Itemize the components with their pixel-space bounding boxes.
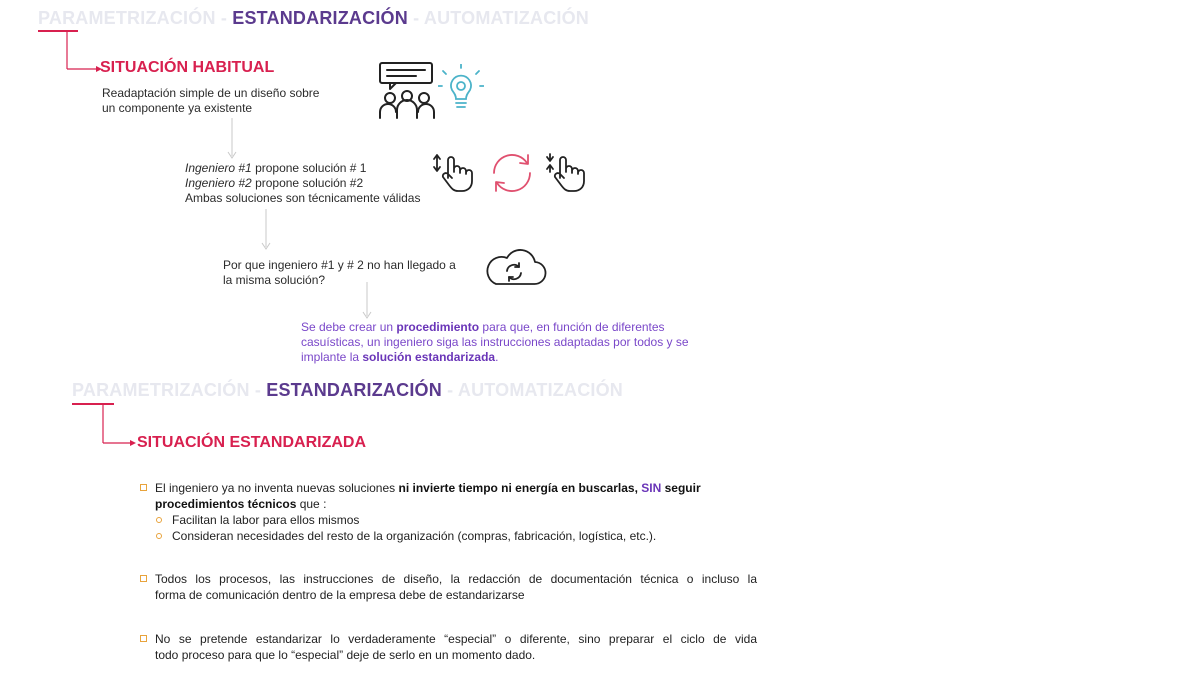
conclusion-line: casuísticas, un ingeniero siga las instrucciones adaptadas por todos y se xyxy=(301,335,689,349)
conclusion-keyword-procedimiento: procedimiento xyxy=(396,320,480,334)
bullet-1-sin: SIN xyxy=(641,481,662,495)
header-tab-automatizacion: AUTOMATIZACIÓN xyxy=(423,8,589,28)
hand-pinch-icon xyxy=(544,152,590,194)
bullet-1-line xyxy=(140,496,757,512)
header-sep: - xyxy=(215,8,233,28)
step-2-line: Ambas soluciones son técnicamente válidas xyxy=(185,191,421,205)
header-tab-parametrizacion: PARAMETRIZACIÓN xyxy=(38,8,216,28)
step-2-line xyxy=(185,176,420,191)
sub-bullet xyxy=(140,528,757,544)
circle-bullet-icon xyxy=(156,517,162,523)
conclusion-keyword-solucion: solución estandarizada xyxy=(362,350,496,364)
engineer-2-text: propone solución #2 xyxy=(251,176,364,190)
square-bullet-icon xyxy=(140,575,147,582)
section-connector xyxy=(38,28,108,76)
conclusion-line xyxy=(301,350,689,365)
bullet-1 xyxy=(140,480,757,544)
conclusion-fragment: para que, en función de diferentes xyxy=(479,320,665,334)
bullet-3-line xyxy=(140,631,757,647)
meeting-icon xyxy=(376,60,438,120)
hand-swipe-icon xyxy=(432,152,478,194)
step-1-line: un componente ya existente xyxy=(102,101,253,115)
step-3-line: Por que ingeniero #1 y # 2 no han llegado a xyxy=(223,258,456,272)
bullet-2-line xyxy=(140,571,757,587)
sub-bullet-text: Facilitan la labor para ellos mismos xyxy=(172,513,360,527)
circle-bullet-icon xyxy=(156,533,162,539)
bullet-2-line: forma de comunicación dentro de la empresa debe de estandarizarse xyxy=(155,588,525,602)
step-1-text xyxy=(102,86,319,116)
engineer-1-text: propone solución # 1 xyxy=(251,161,367,175)
section-title-estandarizada: SITUACIÓN ESTANDARIZADA xyxy=(137,434,367,451)
step-3-line: la misma solución? xyxy=(223,273,326,287)
section-connector xyxy=(72,401,144,451)
bullet-3-line: todo proceso para que lo “especial” deje de serlo en un momento dado. xyxy=(155,648,536,662)
section-title-habitual: SITUACIÓN HABITUAL xyxy=(100,59,275,76)
header-tab-parametrizacion: PARAMETRIZACIÓN xyxy=(72,380,250,400)
sub-bullet xyxy=(140,512,757,528)
step-2-text xyxy=(185,161,420,206)
header-tab-estandarizacion: ESTANDARIZACIÓN xyxy=(266,380,442,400)
step-2-line xyxy=(185,161,420,176)
step-1-line: Readaptación simple de un diseño sobre xyxy=(102,86,320,100)
lightbulb-icon xyxy=(438,64,484,116)
conclusion-fragment: . xyxy=(495,350,499,364)
cloud-sync-icon xyxy=(482,244,548,288)
bullet-3 xyxy=(140,631,757,663)
bullet-1-bold: seguir xyxy=(661,481,701,495)
engineer-1-label: Ingeniero #1 xyxy=(185,161,252,175)
square-bullet-icon xyxy=(140,635,147,642)
step-3-text xyxy=(223,258,456,288)
bullet-2 xyxy=(140,571,757,603)
conclusion-line xyxy=(301,320,689,335)
flow-arrow xyxy=(226,118,238,162)
flow-arrow xyxy=(361,282,373,322)
flow-arrow xyxy=(260,209,272,253)
engineer-2-label: Ingeniero #2 xyxy=(185,176,252,190)
conclusion-fragment: implante la xyxy=(301,350,363,364)
conclusion-text xyxy=(301,320,689,365)
bullet-1-bold: procedimientos técnicos xyxy=(155,497,297,511)
top-header-tabs xyxy=(38,8,589,29)
conclusion-fragment: Se debe crear un xyxy=(301,320,397,334)
bullet-1-fragment: El ingeniero ya no inventa nuevas soluciones xyxy=(155,481,399,495)
header-sep: - xyxy=(407,8,424,28)
sub-bullet-text: Consideran necesidades del resto de la organización (compras, fabricación, logística, etc.). xyxy=(172,529,657,543)
header-sep: - xyxy=(249,380,267,400)
bottom-header-tabs xyxy=(72,380,623,401)
bullet-1-line xyxy=(140,480,757,496)
header-tab-estandarizacion: ESTANDARIZACIÓN xyxy=(232,8,408,28)
square-bullet-icon xyxy=(140,484,147,491)
bullet-3-text: No se pretende estandarizar lo verdaderamente “especial” o diferente, sino preparar el ciclo de vida xyxy=(155,632,757,646)
bullet-2-text: Todos los procesos, las instrucciones de diseño, la redacción de documentación técnica o incluso la xyxy=(155,572,757,586)
bullet-1-fragment: que : xyxy=(296,497,327,511)
header-tab-automatizacion: AUTOMATIZACIÓN xyxy=(457,380,623,400)
header-sep: - xyxy=(441,380,458,400)
bullet-1-bold: ni invierte tiempo ni energía en buscarlas, xyxy=(398,481,638,495)
refresh-cycle-icon xyxy=(486,151,538,195)
